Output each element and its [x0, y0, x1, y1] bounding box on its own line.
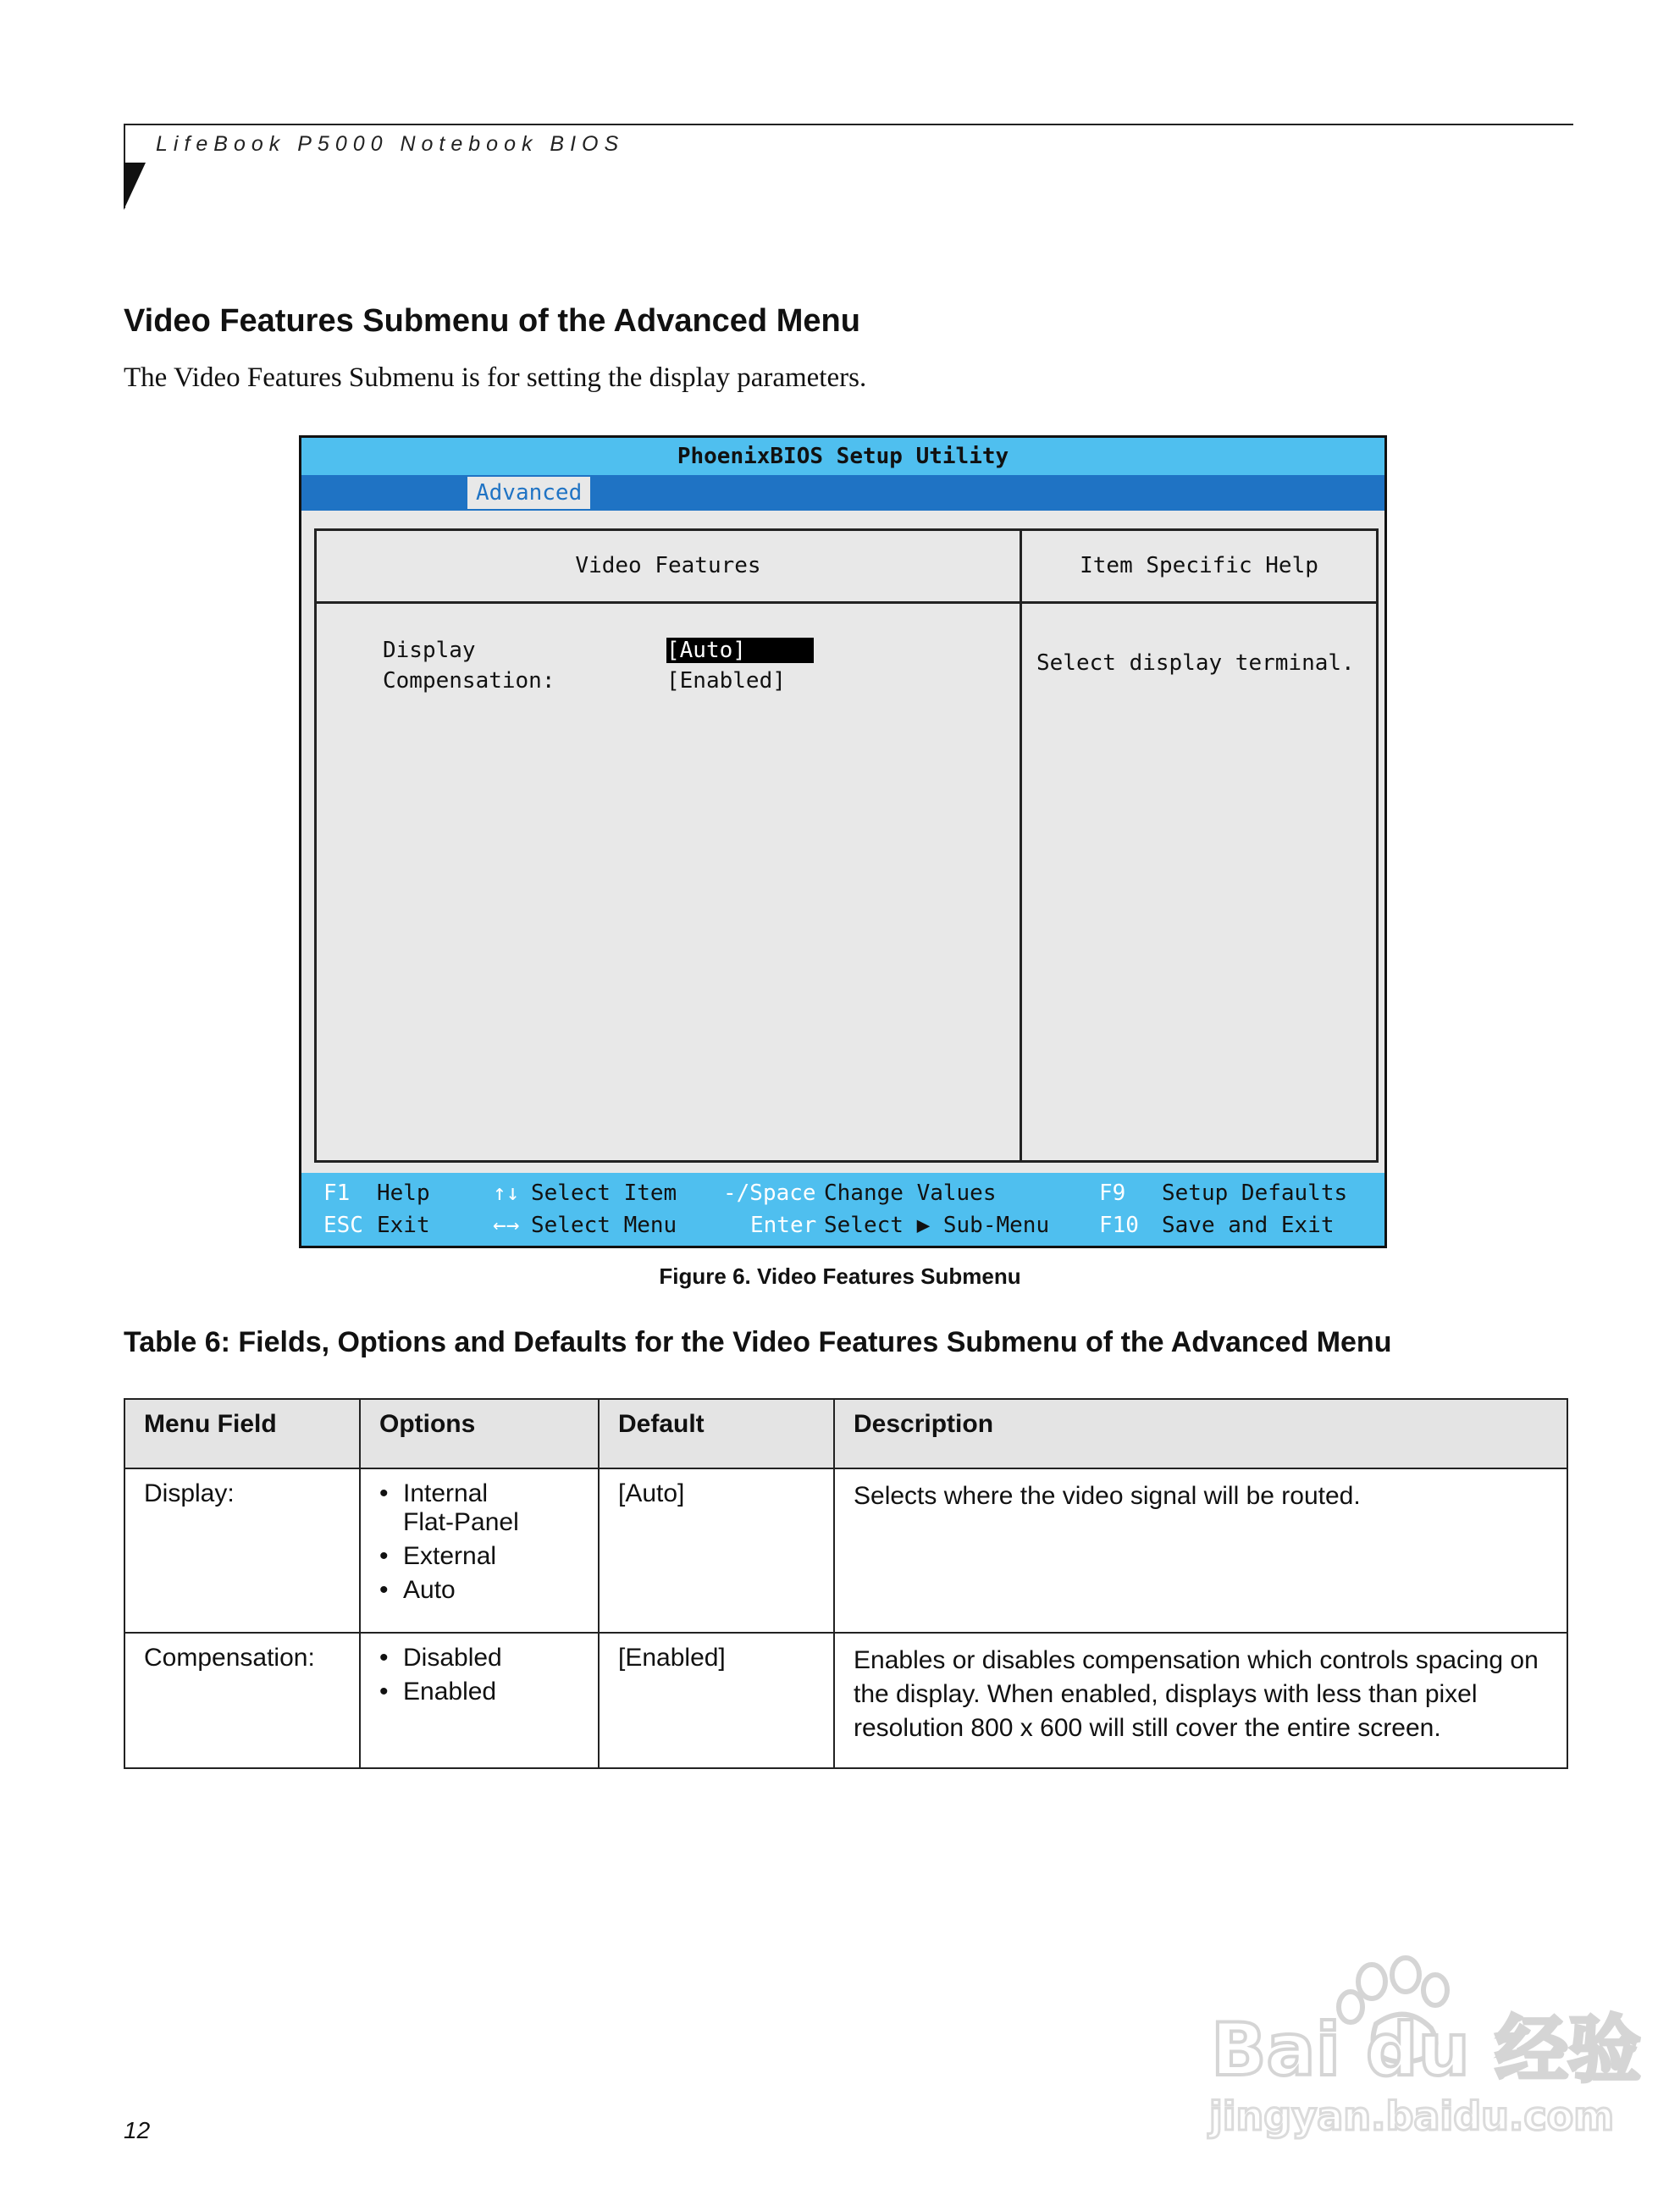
option-item: • Internal Flat-Panel — [379, 1479, 530, 1537]
cell-default: [Auto] — [599, 1468, 834, 1633]
right-pane-title: Item Specific Help — [1080, 553, 1318, 578]
header-rule — [124, 124, 1573, 125]
action-change-values: Change Values — [824, 1180, 997, 1206]
option-item: • Enabled — [379, 1678, 579, 1706]
table-title: Table 6: Fields, Options and Defaults for the Video Features Submenu of the Advanced Menu — [124, 1326, 1392, 1358]
intro-paragraph: The Video Features Submenu is for setting the display parameters. — [124, 362, 867, 393]
action-help: Help — [377, 1180, 430, 1206]
cell-options — [360, 1468, 599, 1633]
pane-divider — [1020, 531, 1022, 1160]
col-header-options: Options — [360, 1399, 599, 1468]
key-up-down: ↑↓ — [493, 1180, 520, 1206]
bios-menu-bar — [301, 475, 1384, 511]
option-item: • Auto — [379, 1576, 579, 1605]
key-enter: Enter — [750, 1213, 817, 1238]
action-select-item: Select Item — [531, 1180, 677, 1206]
col-header-description: Description — [834, 1399, 1567, 1468]
key-left-right: ←→ — [493, 1213, 520, 1238]
running-title: LifeBook P5000 Notebook BIOS — [156, 132, 625, 156]
key-f1: F1 — [323, 1180, 351, 1206]
action-select-submenu: Select ▶ Sub-Menu — [824, 1213, 1050, 1238]
field-value-compensation[interactable]: [Enabled] — [666, 668, 786, 694]
fields-table — [124, 1398, 1568, 1769]
action-setup-defaults: Setup Defaults — [1162, 1180, 1348, 1206]
action-exit: Exit — [377, 1213, 430, 1238]
col-header-default: Default — [599, 1399, 834, 1468]
cell-options — [360, 1633, 599, 1768]
page-number: 12 — [124, 2117, 151, 2143]
figure-caption: Figure 6. Video Features Submenu — [659, 1263, 1021, 1289]
option-item: • Disabled — [379, 1644, 579, 1673]
field-value-display[interactable] — [666, 635, 814, 666]
key-f10: F10 — [1099, 1213, 1139, 1238]
cell-field: Display: — [124, 1468, 360, 1633]
cell-field: Compensation: — [124, 1633, 360, 1768]
action-select-menu: Select Menu — [531, 1213, 677, 1238]
field-label-display: Display — [383, 638, 476, 663]
cell-default: [Enabled] — [599, 1633, 834, 1768]
pane-header-divider — [317, 601, 1376, 604]
watermark-url: jingyan.baidu.com — [1209, 2093, 1615, 2139]
bios-key-legend — [301, 1173, 1384, 1246]
selected-value: [Auto] — [666, 638, 814, 663]
key-space: -/Space — [723, 1180, 816, 1206]
bios-title-bar: PhoenixBIOS Setup Utility — [301, 438, 1384, 475]
table-header-row — [124, 1399, 1567, 1468]
col-header-menu-field: Menu Field — [124, 1399, 360, 1468]
section-title: Video Features Submenu of the Advanced Menu — [124, 303, 860, 339]
table-row — [124, 1633, 1567, 1768]
key-f9: F9 — [1099, 1180, 1126, 1206]
left-pane-title: Video Features — [575, 553, 761, 578]
field-label-compensation: Compensation: — [383, 668, 555, 694]
header-corner-mark — [124, 163, 146, 210]
action-save-exit: Save and Exit — [1162, 1213, 1335, 1238]
bios-body-frame — [314, 528, 1379, 1163]
option-item: • External — [379, 1542, 579, 1571]
watermark-brand: Bai du 经验 — [1211, 2008, 1641, 2093]
bios-screen — [299, 435, 1387, 1248]
table-row — [124, 1468, 1567, 1633]
key-esc: ESC — [323, 1213, 363, 1238]
cell-description: Selects where the video signal will be routed. — [834, 1468, 1567, 1633]
cell-description: Enables or disables compensation which controls spacing on the display. When enabled, displays with less than pixel resolution 800 x 600 will still cover the entire screen. — [834, 1633, 1567, 1768]
help-text: Select display terminal. — [1036, 650, 1355, 676]
baidu-watermark-logo — [1194, 1956, 1641, 2142]
tab-advanced[interactable]: Advanced — [467, 477, 590, 509]
